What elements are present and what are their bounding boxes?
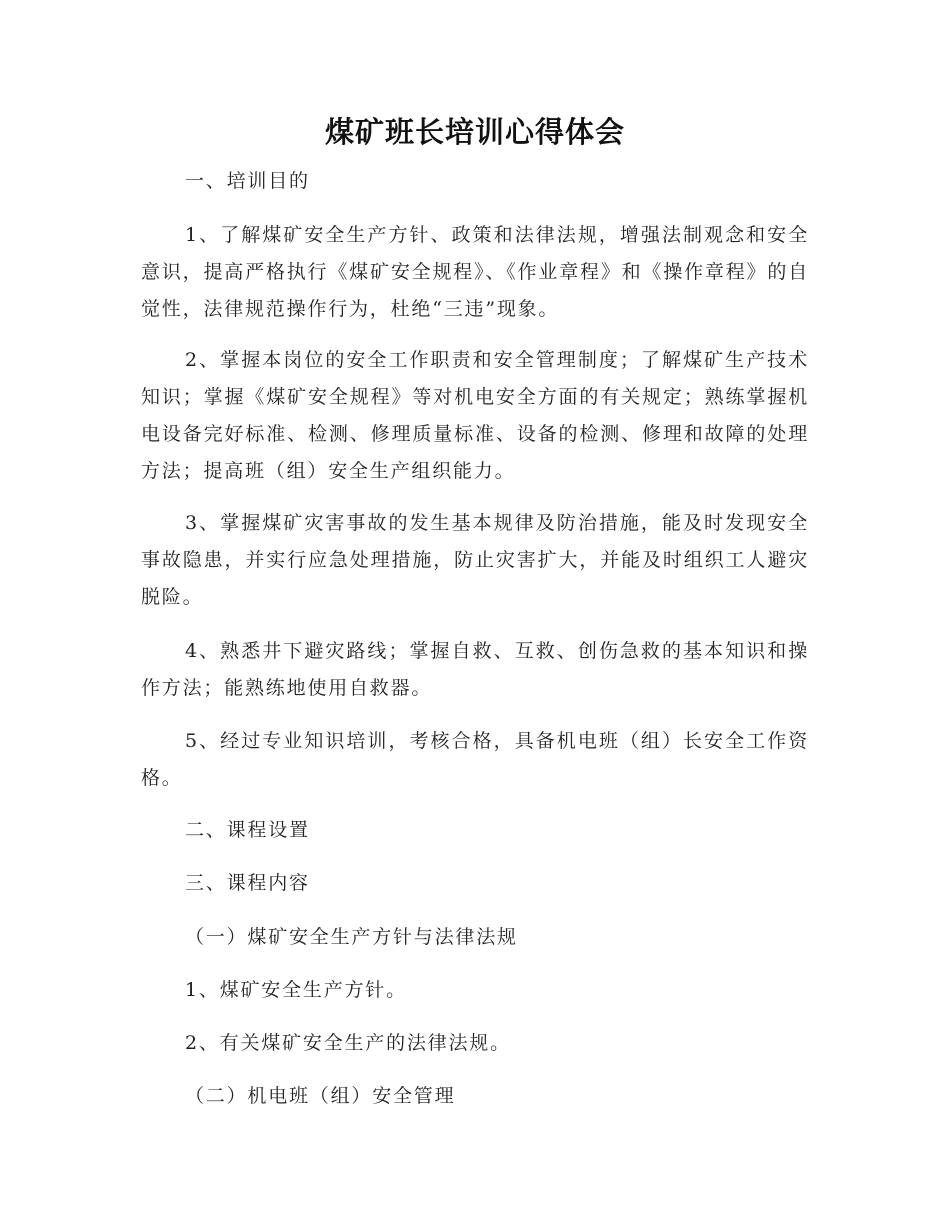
list-item-safety-policy: 1、煤矿安全生产方针。 xyxy=(185,979,407,1001)
list-item-laws-regulations: 2、有关煤矿安全生产的法律法规。 xyxy=(185,1032,511,1054)
document-title: 煤矿班长培训心得体会 xyxy=(324,115,625,149)
paragraph-4: 4、熟悉井下避灾路线；掌握自救、互救、创伤急救的基本知识和操作方法；能熟练地使用自救器。 xyxy=(141,640,809,699)
paragraph-1: 1、了解煤矿安全生产方针、政策和法律法规，增强法制观念和安全意识，提高严格执行《煤矿安全规程》、《作业章程》和《操作章程》的自觉性，法律规范操作行为，杜绝“三违”现象。 xyxy=(141,224,809,320)
section-heading-course-content: 三、课程内容 xyxy=(185,872,310,894)
paragraph-3: 3、掌握煤矿灾害事故的发生基本规律及防治措施，能及时发现安全事故隐患，并实行应急处理措施，防止灾害扩大，并能及时组织工人避灾脱险。 xyxy=(141,512,809,608)
paragraph-5: 5、经过专业知识培训，考核合格，具备机电班（组）长安全工作资格。 xyxy=(141,730,809,789)
subheading-safety-policy-law: （一）煤矿安全生产方针与法律法规 xyxy=(185,926,518,948)
section-heading-course-setup: 二、课程设置 xyxy=(185,819,310,841)
subheading-team-safety-management: （二）机电班（组）安全管理 xyxy=(185,1085,456,1107)
paragraph-2: 2、掌握本岗位的安全工作职责和安全管理制度；了解煤矿生产技术知识；掌握《煤矿安全规程》等对机电安全方面的有关规定；熟练掌握机电设备完好标准、检测、修理质量标准、设备的检测、修理和故障的处理方法；提高班（组）安全生产组织能力。 xyxy=(141,349,809,482)
section-heading-training-purpose: 一、培训目的 xyxy=(185,170,310,192)
